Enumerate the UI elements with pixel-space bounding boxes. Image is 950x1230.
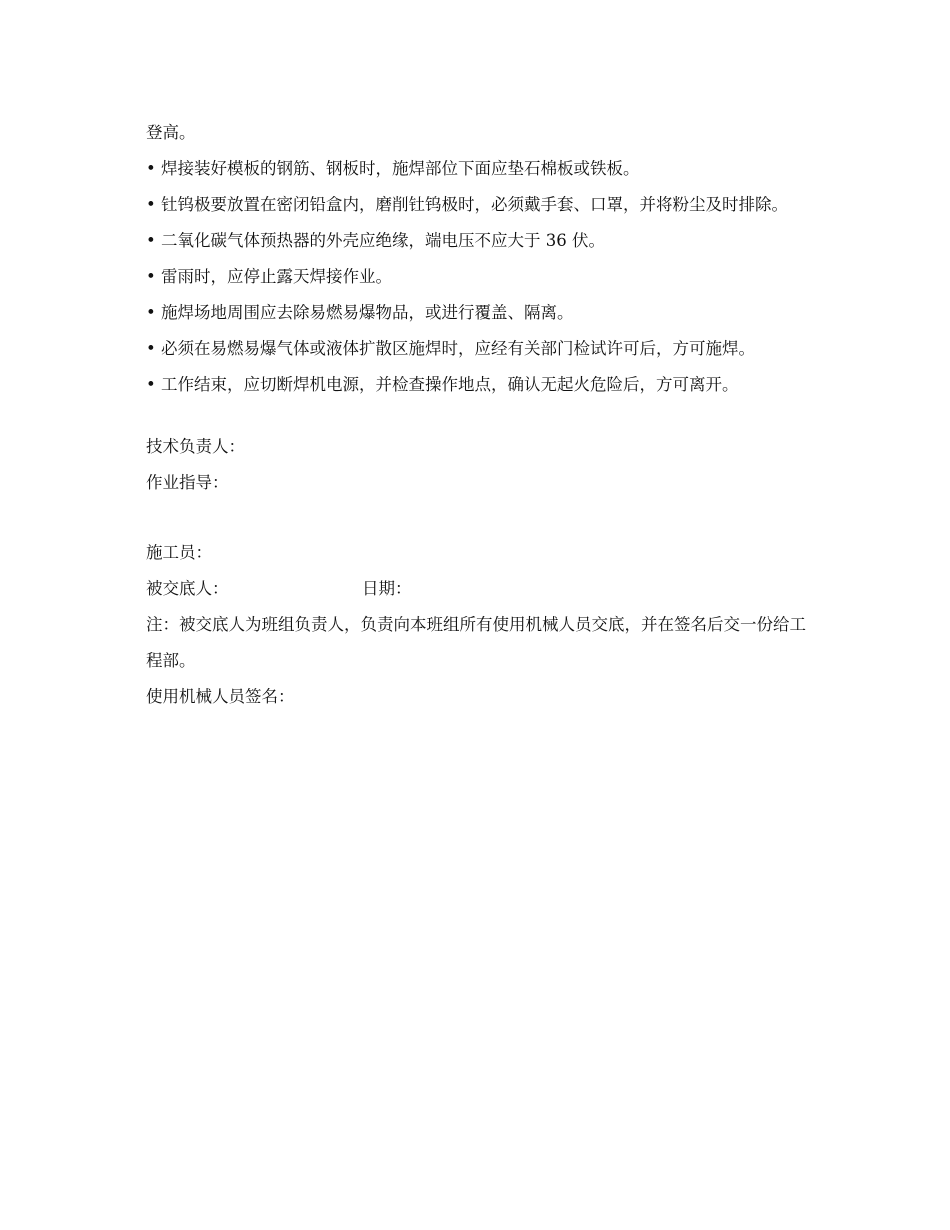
note-text: 注：被交底人为班组负责人，负责向本班组所有使用机械人员交底，并在签名后交一份给工程部。 (146, 615, 806, 670)
bullet-item: • 雷雨时，应停止露天焊接作业。 (146, 267, 392, 286)
spacer (146, 403, 806, 429)
constructor-label: 施工员： (146, 543, 212, 562)
date-label: 日期： (362, 579, 412, 598)
document-body (146, 115, 806, 715)
bullet-item: • 二氧化碳气体预热器的外壳应绝缘，端电压不应大于 36 伏。 (146, 231, 605, 250)
work-guide-label: 作业指导： (146, 473, 229, 492)
recipient-date-row (146, 571, 806, 607)
bullet-item: • 施焊场地周围应去除易燃易爆物品，或进行覆盖、隔离。 (146, 303, 574, 322)
operators-signature-label: 使用机械人员签名： (146, 687, 295, 706)
bullet-item: • 工作结束，应切断焊机电源，并检查操作地点，确认无起火危险后，方可离开。 (146, 375, 739, 394)
recipient-label: 被交底人： (146, 579, 229, 598)
spacer (146, 501, 806, 535)
bullet-item: • 必须在易燃易爆气体或液体扩散区施焊时，应经有关部门检试许可后，方可施焊。 (146, 339, 755, 358)
tech-lead-label: 技术负责人： (146, 437, 245, 456)
bullet-item: • 钍钨极要放置在密闭铅盒内，磨削钍钨极时，必须戴手套、口罩，并将粉尘及时排除。 (146, 195, 788, 214)
text-line: 登高。 (146, 123, 196, 142)
bullet-item: • 焊接装好模板的钢筋、钢板时，施焊部位下面应垫石棉板或铁板。 (146, 159, 640, 178)
